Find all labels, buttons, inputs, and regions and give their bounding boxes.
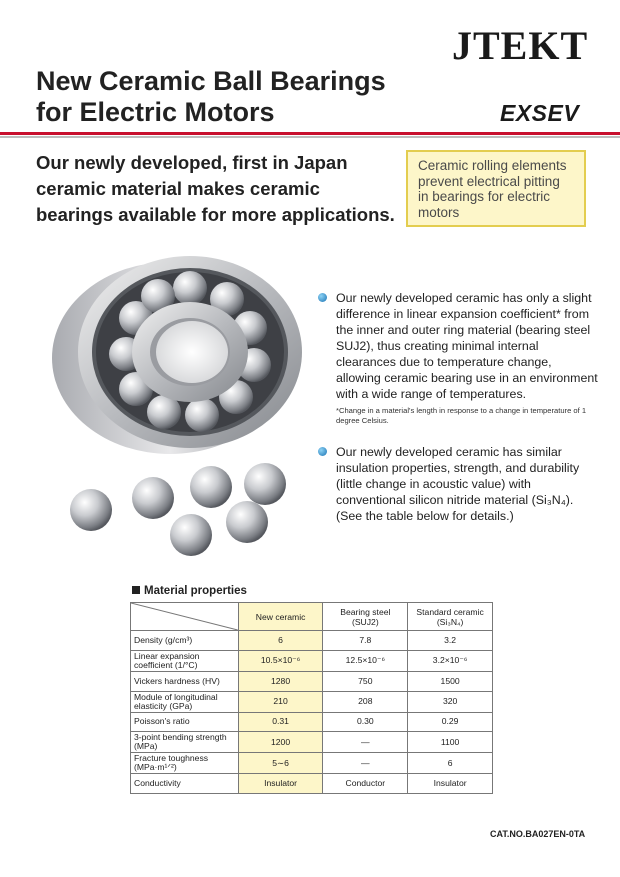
table-cell: 6	[238, 631, 323, 651]
callout-box	[406, 150, 586, 227]
feature-list	[318, 290, 598, 524]
table-cell: 7.8	[323, 631, 408, 651]
row-label: Conductivity	[131, 774, 239, 794]
table-cell: Conductor	[323, 774, 408, 794]
catalog-number: CAT.NO.BA027EN-0TA	[490, 829, 586, 839]
feature-text: Our newly developed ceramic has similar insulation properties, strength, and durability (little change in acoustic value) with conventional silicon nitride material (Si₃N₄). (See the table below for details.)	[336, 445, 580, 523]
table-corner-cell	[131, 603, 239, 631]
table-cell: 1100	[408, 732, 493, 753]
feature-text: Our newly developed ceramic has only a slight difference in linear expansion coefficient* from the inner and outer ring material (bearing steel SUJ2), thus creating minimal internal clearances due to temperature change, allowing ceramic bearing use in an environment with a wide range of temperatures.	[336, 291, 598, 401]
header-rule-red	[0, 132, 620, 135]
header-rule-gray	[0, 136, 620, 138]
table-cell: —	[323, 753, 408, 774]
page-title: New Ceramic Ball Bearings for Electric Motors	[36, 66, 386, 127]
list-item	[318, 444, 598, 524]
table-cell: 210	[238, 691, 323, 712]
column-header: Standard ceramic (Si₃N₄)	[408, 603, 493, 631]
bullet-dot-icon	[318, 293, 327, 302]
table-row	[131, 631, 493, 651]
column-header: New ceramic	[238, 603, 323, 631]
row-label: Module of longitudinal elasticity (GPa)	[131, 691, 239, 712]
table-cell: 3.2	[408, 631, 493, 651]
bullet-dot-icon	[318, 447, 327, 456]
row-label: Vickers hardness (HV)	[131, 671, 239, 691]
table-cell: —	[323, 732, 408, 753]
lead-paragraph: Our newly developed, first in Japan ceramic material makes ceramic bearings available for more applications.	[36, 152, 395, 225]
table-cell: 0.29	[408, 712, 493, 732]
table-cell: 0.30	[323, 712, 408, 732]
table-cell: 10.5×10⁻⁶	[238, 650, 323, 671]
list-item	[318, 290, 598, 426]
exsev-logo: EXSEV	[500, 100, 580, 126]
row-label: Fracture toughness (MPa·m¹ᐟ²)	[131, 753, 239, 774]
callout-text: Ceramic rolling elements prevent electrical pitting in bearings for electric motors	[418, 158, 567, 220]
table-cell: 5∼6	[238, 753, 323, 774]
table-cell: Insulator	[408, 774, 493, 794]
table-row	[131, 774, 493, 794]
column-header: Bearing steel (SUJ2)	[323, 603, 408, 631]
table-cell: 0.31	[238, 712, 323, 732]
row-label: 3-point bending strength (MPa)	[131, 732, 239, 753]
table-cell: 1500	[408, 671, 493, 691]
table-row	[131, 650, 493, 671]
bearing-photo	[40, 252, 330, 572]
material-properties-table	[130, 602, 493, 794]
row-label: Linear expansion coefficient (1/°C)	[131, 650, 239, 671]
table-title-text: Material properties	[144, 585, 247, 597]
footnote: *Change in a material's length in response to a change in temperature of 1 degree Celsius.	[336, 406, 587, 425]
table-cell: 6	[408, 753, 493, 774]
table-header-row	[131, 603, 493, 631]
table-title	[132, 585, 247, 597]
table-row	[131, 753, 493, 774]
table-cell: Insulator	[238, 774, 323, 794]
table-cell: 208	[323, 691, 408, 712]
diagonal-line-icon	[131, 603, 238, 630]
table-cell: 750	[323, 671, 408, 691]
table-cell: 1200	[238, 732, 323, 753]
table-cell: 3.2×10⁻⁶	[408, 650, 493, 671]
jtekt-logo: JTEKT	[452, 23, 589, 68]
row-label: Poisson's ratio	[131, 712, 239, 732]
table-row	[131, 671, 493, 691]
table-row	[131, 712, 493, 732]
row-label: Density (g/cm³)	[131, 631, 239, 651]
table-row	[131, 691, 493, 712]
table-cell: 12.5×10⁻⁶	[323, 650, 408, 671]
square-bullet-icon	[132, 586, 140, 594]
table-row	[131, 732, 493, 753]
table-cell: 1280	[238, 671, 323, 691]
table-cell: 320	[408, 691, 493, 712]
